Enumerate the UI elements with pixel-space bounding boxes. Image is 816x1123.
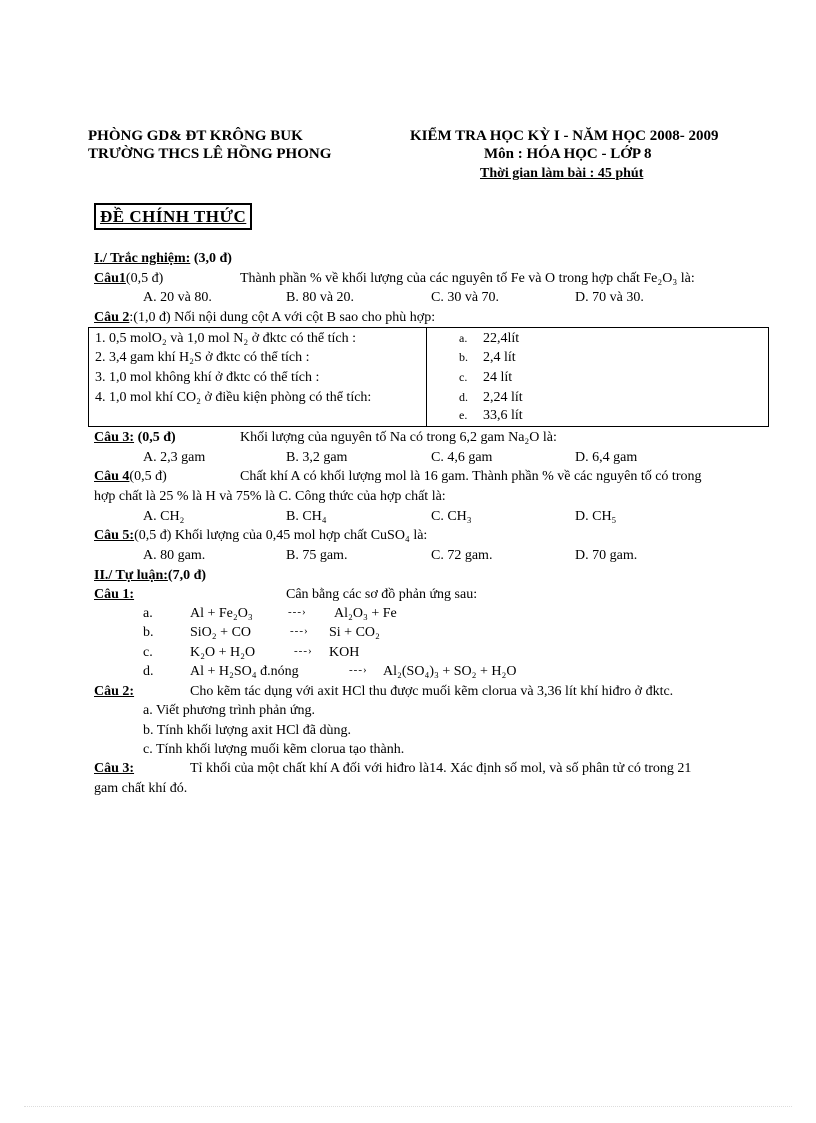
reaction-lhs: K₂O + H₂O: [190, 645, 256, 660]
p2-q2-item: c. Tính khối lượng muối kẽm clorua tạo thành.: [143, 742, 405, 757]
q4-option-c: C. CH₃: [431, 509, 472, 524]
p2-q3-text: Tỉ khối của một chất khí A đối với hiđro là14. Xác định số mol, và số phân tử có trong 21: [190, 761, 692, 776]
q2-text: Nối nội dung cột A với cột B sao cho phù hợp:: [174, 310, 436, 325]
q4-option-b: B. CH₄: [286, 509, 327, 524]
reaction-key: b.: [143, 625, 154, 640]
q1-option-b: B. 80 và 20.: [286, 290, 355, 305]
reaction-arrow: ---›: [290, 625, 309, 637]
q1-points: (0,5 đ): [125, 271, 164, 286]
q2-line: [94, 310, 435, 326]
q1-option-a: A. 20 và 80.: [143, 290, 212, 305]
p2-q2-item: a. Viết phương trình phản ứng.: [143, 703, 315, 718]
part2-heading: [94, 568, 206, 584]
q5-option-b: B. 75 gam.: [286, 548, 348, 563]
table-divider: [426, 328, 427, 426]
q4-option-d: D. CH₅: [575, 509, 617, 524]
reaction-arrow: ---›: [288, 606, 307, 618]
q5-option-d: D. 70 gam.: [575, 548, 638, 563]
dept-name: PHÒNG GD& ĐT KRÔNG BUK: [88, 128, 303, 144]
q5-option-c: C. 72 gam.: [431, 548, 493, 563]
q4-points: (0,5 đ): [129, 469, 167, 484]
q1-text: Thành phần % về khối lượng của các nguyên tố Fe và O trong hợp chất Fe₂O₃ là:: [240, 271, 695, 286]
exam-title: KIỂM TRA HỌC KỲ I - NĂM HỌC 2008- 2009: [410, 128, 719, 144]
q3-option-c: C. 4,6 gam: [431, 450, 493, 465]
reaction-key: a.: [143, 606, 153, 621]
q4-text-cont: hợp chất là 25 % là H và 75% là C. Công thức của hợp chất là:: [94, 489, 446, 504]
matching-table: [88, 327, 769, 427]
q5-label: Câu 5:: [94, 528, 135, 543]
reaction-key: d.: [143, 664, 154, 679]
subject: Môn : HÓA HỌC - LỚP 8: [484, 146, 652, 162]
q1-line: [94, 271, 163, 287]
reaction-arrow: ---›: [349, 664, 368, 676]
page-footer-line: [24, 1106, 792, 1107]
p2-q2-label: Câu 2:: [94, 684, 135, 699]
q4-text: Chất khí A có khối lượng mol là 16 gam. Thành phần % về các nguyên tố có trong: [240, 469, 702, 484]
col-b-item: a. 22,4lít: [459, 331, 520, 346]
part2-title: II./ Tự luận:: [94, 568, 168, 583]
q3-points: (0,5 đ): [137, 430, 176, 445]
q5-text: Khối lượng của 0,45 mol hợp chất CuSO₄ là:: [174, 528, 428, 543]
reaction-key: c.: [143, 645, 153, 660]
p2-q3-text-cont: gam chất khí đó.: [94, 781, 188, 796]
reaction-lhs: Al + Fe₂O₃: [190, 606, 253, 621]
reaction-rhs: Al₂O₃ + Fe: [334, 606, 397, 621]
p2-q3-label: Câu 3:: [94, 761, 135, 776]
col-b-item: d. 2,24 lít: [459, 390, 523, 405]
p2-q1-text: Cân bằng các sơ đồ phản ứng sau:: [286, 587, 478, 602]
col-b-item: e. 33,6 lít: [459, 408, 523, 423]
q4-option-a: A. CH₂: [143, 509, 185, 524]
q1-option-c: C. 30 và 70.: [431, 290, 500, 305]
q3-option-b: B. 3,2 gam: [286, 450, 348, 465]
q4-label: Câu 4: [94, 469, 130, 484]
p2-q2-item: b. Tính khối lượng axit HCl đã dùng.: [143, 723, 352, 738]
q4-line: [94, 469, 167, 485]
q2-points: :(1,0 đ): [129, 310, 171, 325]
q3-option-a: A. 2,3 gam: [143, 450, 206, 465]
q3-line: [94, 430, 176, 446]
col-a-item: 1. 0,5 molO₂ và 1,0 mol N₂ ở đktc có thể tích :: [95, 331, 356, 346]
q5-points: (0,5 đ): [134, 528, 172, 543]
part1-title: I./ Trắc nghiệm:: [94, 251, 191, 266]
q3-label: Câu 3:: [94, 430, 135, 445]
p2-q2-text: Cho kẽm tác dụng với axit HCl thu được muối kẽm clorua và 3,36 lít khí hiđro ở đktc.: [190, 684, 674, 699]
reaction-rhs: Si + CO₂: [329, 625, 380, 640]
q1-label: Câu1: [94, 271, 126, 286]
col-b-item: c. 24 lít: [459, 370, 513, 385]
q5-line: [94, 528, 427, 544]
reaction-rhs: Al₂(SO₄)₃ + SO₂ + H₂O: [383, 664, 517, 679]
p2-q1-label: Câu 1:: [94, 587, 135, 602]
official-stamp: ĐỀ CHÍNH THỨC: [94, 203, 252, 230]
part1-points: (3,0 đ): [193, 251, 232, 266]
q2-label: Câu 2: [94, 310, 130, 325]
col-a-item: 4. 1,0 mol khí CO₂ ở điều kiện phòng có thể tích:: [95, 390, 372, 405]
time-limit: Thời gian làm bài : 45 phút: [480, 166, 644, 181]
q3-option-d: D. 6,4 gam: [575, 450, 638, 465]
reaction-rhs: KOH: [329, 645, 360, 660]
reaction-arrow: ---›: [294, 645, 313, 657]
part1-heading: [94, 251, 232, 267]
q1-option-d: D. 70 và 30.: [575, 290, 644, 305]
reaction-lhs: SiO₂ + CO: [190, 625, 252, 640]
col-a-item: 2. 3,4 gam khí H₂S ở đktc có thể tích :: [95, 350, 310, 365]
part2-points: (7,0 đ): [167, 568, 207, 583]
col-a-item: 3. 1,0 mol không khí ở đktc có thể tích :: [95, 370, 320, 385]
q5-option-a: A. 80 gam.: [143, 548, 206, 563]
q3-text: Khối lượng của nguyên tố Na có trong 6,2 gam Na₂O là:: [240, 430, 557, 445]
school-name: TRƯỜNG THCS LÊ HỒNG PHONG: [88, 146, 332, 162]
reaction-lhs: Al + H₂SO₄ đ.nóng: [190, 664, 299, 679]
col-b-item: b. 2,4 lít: [459, 350, 516, 365]
